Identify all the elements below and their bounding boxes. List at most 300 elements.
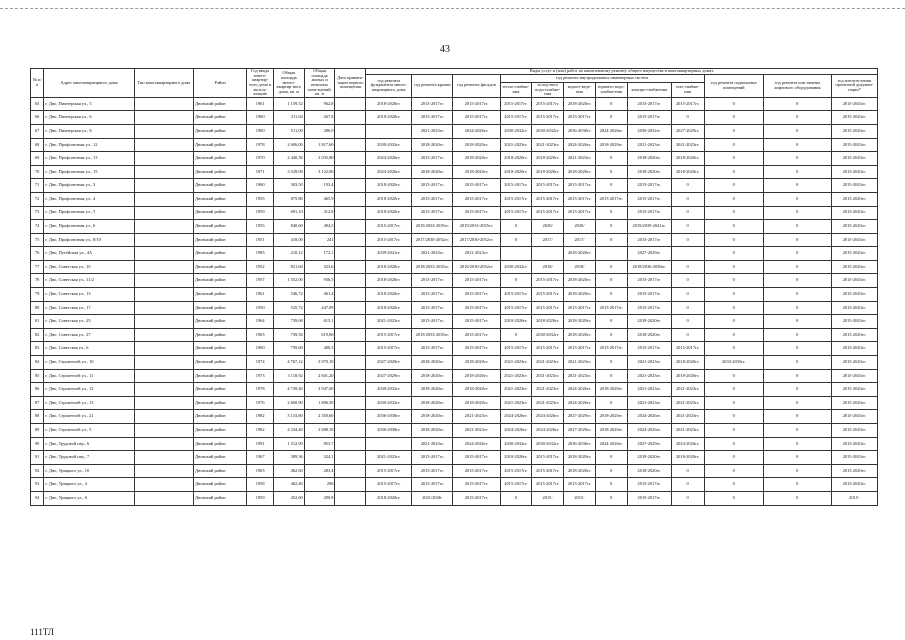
cell-residential-area: 2 688,10 (304, 424, 335, 438)
cell-heat-year: 0 (500, 491, 532, 505)
cell-hot-water-year: 2015-2017гг. (595, 342, 627, 356)
cell-gas-year: 0 (671, 274, 704, 288)
cell-year-built: 1963 (247, 328, 274, 342)
cell-foundation-year: 2018-2020гг. (366, 111, 412, 125)
cell-roof-year: 2018-2020гг. (412, 396, 453, 410)
cell-design-year: 2015-2043гг. (831, 451, 877, 465)
cell-row-number: 65 (31, 97, 44, 111)
cell-hot-water-year: 0 (595, 220, 627, 234)
cell-basement-year: 0 (704, 464, 763, 478)
cell-facade-year: 2024-2026гг. (453, 437, 500, 451)
cell-privatization-date (335, 464, 366, 478)
col-header-facade: год ремонта фасадов (453, 74, 500, 97)
col-header-design: год изготов-ления проектной докумен-тации* (831, 74, 877, 97)
top-dashed-rule (0, 8, 905, 9)
cell-elevator-year: 0 (763, 437, 831, 451)
cell-gas-year: 0 (671, 478, 704, 492)
cell-cold-water-year: 2015-2017гг. (532, 97, 564, 111)
cell-foundation-year: 2018-2020гг. (366, 179, 412, 193)
cell-house-type (134, 396, 193, 410)
cell-district: Дновский район (194, 451, 247, 465)
cell-address: г. Дно, Профсоюзная ул., 12 (44, 138, 134, 152)
cell-facade-year: 2021-2023гг. (453, 424, 500, 438)
cell-row-number: 94 (31, 491, 44, 505)
cell-residential-area: 1 806,50 (304, 396, 335, 410)
cell-basement-year: 0 (704, 274, 763, 288)
cell-facade-year: 2018-2020гг. (453, 152, 500, 166)
cell-design-year: 2015-2043гг. (831, 464, 877, 478)
cell-electric-year: 2015-2017гг. (627, 301, 671, 315)
cell-residential-area: 962,8 (304, 97, 335, 111)
cell-design-year: 2015-2043гг. (831, 315, 877, 329)
cell-row-number: 67 (31, 124, 44, 138)
cell-roof-year: 2018-2020гг. (412, 356, 453, 370)
cell-gas-year: 0 (671, 315, 704, 329)
table-row (31, 111, 878, 125)
cell-electric-year: 2018/2036-2038гг. (627, 260, 671, 274)
table-row (31, 342, 878, 356)
cell-address: г. Дно, Пионерская ул., 8 (44, 124, 134, 138)
cell-row-number: 81 (31, 315, 44, 329)
cell-electric-year: 2015-2017гг. (627, 111, 671, 125)
cell-district: Дновский район (194, 301, 247, 315)
cell-basement-year: 2033-2035гг. (704, 356, 763, 370)
cell-heat-year: 2015-2017гг. (500, 206, 532, 220)
cell-cold-water-year: 2030-2032гг. (532, 328, 564, 342)
cell-privatization-date (335, 220, 366, 234)
cell-foundation-year (366, 124, 412, 138)
cell-elevator-year: 0 (763, 424, 831, 438)
cell-house-type (134, 437, 193, 451)
cell-basement-year: 0 (704, 451, 763, 465)
cell-privatization-date (335, 124, 366, 138)
cell-district: Дновский район (194, 410, 247, 424)
cell-facade-year: 2019/2033-2035гг. (453, 220, 500, 234)
cell-residential-area: 853,7 (304, 437, 335, 451)
cell-heat-year: 2024-2026гг. (500, 424, 532, 438)
cell-district: Дновский район (194, 315, 247, 329)
cell-foundation-year: 2021-2023гг. (366, 315, 412, 329)
cell-electric-year: 2015-2017гг. (627, 206, 671, 220)
cell-house-type (134, 315, 193, 329)
cell-privatization-date (335, 478, 366, 492)
cell-cold-water-year: 2015-2017гг. (532, 179, 564, 193)
cell-electric-year: 2015-2017гг. (627, 274, 671, 288)
cell-residential-area: 465,9 (304, 192, 335, 206)
cell-elevator-year: 0 (763, 165, 831, 179)
cell-facade-year: 2015-2017гг. (453, 301, 500, 315)
cell-residential-area: 3 122,00 (304, 165, 335, 179)
cell-gas-year: 0 (671, 328, 704, 342)
table-row (31, 274, 878, 288)
cell-hot-water-year: 0 (595, 478, 627, 492)
col-group-works: Виды услуг и (или) работ по капитальному ремонту общего имущества в многоквартирных домах (366, 69, 878, 75)
cell-privatization-date (335, 274, 366, 288)
cell-year-built: 1973 (247, 369, 274, 383)
cell-district: Дновский район (194, 138, 247, 152)
cell-elevator-year: 0 (763, 369, 831, 383)
cell-row-number: 74 (31, 220, 44, 234)
cell-hot-water-year: 0 (595, 491, 627, 505)
cell-electric-year: 2021-2023гг. (627, 138, 671, 152)
cell-total-area: 759,60 (273, 342, 304, 356)
table-body (31, 97, 878, 505)
cell-heat-year: 2018-2020гг. (500, 451, 532, 465)
cell-elevator-year: 0 (763, 478, 831, 492)
cell-gas-year: 2018-2020гг. (671, 165, 704, 179)
col-header-drainage: водоот-веде-ния (564, 82, 596, 97)
cell-total-area: 4 334,40 (273, 424, 304, 438)
cell-hot-water-year: 2018-2020гг. (595, 383, 627, 397)
cell-roof-year: 2018-2020гг. (412, 165, 453, 179)
cell-cold-water-year: 2021-2023гг. (532, 396, 564, 410)
cell-house-type (134, 301, 193, 315)
cell-residential-area: 447,09 (304, 301, 335, 315)
cell-privatization-date (335, 451, 366, 465)
cell-foundation-year: 2018-2020гг. (366, 274, 412, 288)
table-row (31, 328, 878, 342)
cell-heat-year: 2021-2023гг. (500, 383, 532, 397)
cell-year-built: 1991 (247, 437, 274, 451)
col-header-basement: год ремонта подвальных помещений (704, 74, 763, 97)
cell-row-number: 73 (31, 206, 44, 220)
cell-elevator-year: 0 (763, 383, 831, 397)
cell-year-built: 1955 (247, 192, 274, 206)
cell-drainage-year: 2018/ (564, 260, 596, 274)
cell-gas-year: 0 (671, 192, 704, 206)
cell-year-built: 1970 (247, 152, 274, 166)
cell-facade-year: 2021-2023гг. (453, 247, 500, 261)
cell-district: Дновский район (194, 383, 247, 397)
cell-district: Дновский район (194, 328, 247, 342)
col-header-type: Тип многоквартирного дома (134, 69, 193, 98)
col-header-foundation: год ремонта фундамента много-квартирного дома (366, 74, 412, 97)
cell-year-built: 1967 (247, 451, 274, 465)
cell-house-type (134, 111, 193, 125)
cell-residential-area: 1 817,60 (304, 138, 335, 152)
cell-basement-year: 0 (704, 192, 763, 206)
cell-gas-year: 2021-2023гг. (671, 138, 704, 152)
cell-gas-year: 2024-2026гг. (671, 437, 704, 451)
cell-hot-water-year: 0 (595, 396, 627, 410)
col-header-hot-water: горячего водо-снабже-ния (595, 82, 627, 97)
cell-heat-year: 2024-2026гг. (500, 410, 532, 424)
cell-privatization-date (335, 301, 366, 315)
cell-roof-year: 2015-2017гг. (412, 464, 453, 478)
cell-house-type (134, 138, 193, 152)
cell-house-type (134, 233, 193, 247)
cell-row-number: 80 (31, 301, 44, 315)
cell-cold-water-year: 2017/ (532, 233, 564, 247)
cell-total-area: 1 552,00 (273, 274, 304, 288)
cell-elevator-year: 0 (763, 260, 831, 274)
cell-residential-area: 615,1 (304, 315, 335, 329)
cell-design-year: 2015-2043гг. (831, 410, 877, 424)
cell-heat-year: 2015-2017гг. (500, 478, 532, 492)
cell-total-area: 452,60 (273, 491, 304, 505)
cell-foundation-year: 2036-2038гг. (366, 424, 412, 438)
cell-house-type (134, 451, 193, 465)
cell-drainage-year: 2018-2020гг. (564, 451, 596, 465)
cell-electric-year: 2018-2020гг. (627, 328, 671, 342)
cell-electric-year: 2027-2029гг. (627, 247, 671, 261)
col-header-total-area: Общая площадь много-квартир-ного дома, кв. м (273, 69, 304, 98)
cell-foundation-year (366, 437, 412, 451)
cell-electric-year: 2021-2023гг. (627, 356, 671, 370)
cell-basement-year: 0 (704, 478, 763, 492)
cell-roof-year: 2015-2017гг. (412, 152, 453, 166)
table-row (31, 301, 878, 315)
cell-house-type (134, 260, 193, 274)
cell-year-built: 1978 (247, 383, 274, 397)
cell-privatization-date (335, 260, 366, 274)
cell-cold-water-year (532, 247, 564, 261)
cell-facade-year: 2015-2017гг. (453, 315, 500, 329)
cell-house-type (134, 478, 193, 492)
cell-drainage-year: 2015-2017гг. (564, 301, 596, 315)
cell-residential-area: 283,4 (304, 464, 335, 478)
cell-total-area: 840,60 (273, 220, 304, 234)
cell-hot-water-year: 0 (595, 233, 627, 247)
cell-elevator-year: 0 (763, 233, 831, 247)
cell-cold-water-year: 2018-2020гг. (532, 165, 564, 179)
cell-address: г. Дно, Урицкого ул., 10 (44, 464, 134, 478)
cell-privatization-date (335, 206, 366, 220)
cell-design-year: 2015-2043гг. (831, 152, 877, 166)
cell-foundation-year: 2036-2038гг. (366, 410, 412, 424)
cell-residential-area: 400,3 (304, 342, 335, 356)
cell-hot-water-year: 0 (595, 206, 627, 220)
cell-total-area: 1 512,90 (273, 437, 304, 451)
col-header-address: Адрес многоквартирного дома (44, 69, 134, 98)
cell-cold-water-year: 2015-2017гг. (532, 288, 564, 302)
cell-gas-year: 0 (671, 220, 704, 234)
cell-facade-year: 2015-2017гг. (453, 192, 500, 206)
cell-total-area: 4 739,40 (273, 383, 304, 397)
cell-electric-year: 2019/2039-2041гг. (627, 220, 671, 234)
cell-roof-year: 2019/2033-2035гг. (412, 220, 453, 234)
cell-district: Дновский район (194, 464, 247, 478)
cell-total-area: 3 118,92 (273, 369, 304, 383)
cell-foundation-year: 2015-2017гг. (366, 464, 412, 478)
cell-privatization-date (335, 152, 366, 166)
cell-foundation-year: 2015-2017гг. (366, 328, 412, 342)
cell-elevator-year: 0 (763, 220, 831, 234)
cell-total-area: 3 529,08 (273, 165, 304, 179)
cell-elevator-year: 0 (763, 491, 831, 505)
cell-heat-year: 2018-2020гг. (500, 315, 532, 329)
cell-address: г. Дно, Профсоюзная ул., 5 (44, 206, 134, 220)
cell-heat-year: 2021-2023гг. (500, 369, 532, 383)
cell-drainage-year: 2017/ (564, 233, 596, 247)
cell-design-year: 2015-2043гг. (831, 342, 877, 356)
cell-elevator-year: 0 (763, 247, 831, 261)
table-row (31, 233, 878, 247)
cell-year-built: 1960 (247, 179, 274, 193)
cell-drainage-year: 2021-2023гг. (564, 356, 596, 370)
cell-gas-year: 2018-2020гг. (671, 451, 704, 465)
cell-basement-year: 0 (704, 111, 763, 125)
cell-foundation-year: 2018-2020гг. (366, 491, 412, 505)
cell-hot-water-year: 0 (595, 260, 627, 274)
cell-privatization-date (335, 396, 366, 410)
cell-district: Дновский район (194, 478, 247, 492)
cell-district: Дновский район (194, 396, 247, 410)
table-row (31, 424, 878, 438)
cell-total-area: 525,72 (273, 301, 304, 315)
cell-basement-year: 0 (704, 301, 763, 315)
cell-design-year: 2015-2043гг. (831, 138, 877, 152)
cell-house-type (134, 328, 193, 342)
cell-district: Дновский район (194, 111, 247, 125)
cell-electric-year: 2015-2017гг. (627, 233, 671, 247)
cell-facade-year: 2018-2020гг. (453, 138, 500, 152)
cell-residential-area: 172,1 (304, 247, 335, 261)
cell-hot-water-year: 2018-2020гг. (595, 424, 627, 438)
cell-row-number: 76 (31, 247, 44, 261)
col-header-no: № п/п (31, 69, 44, 98)
table-row (31, 437, 878, 451)
cell-gas-year: 2027-2029гг. (671, 124, 704, 138)
cell-row-number: 66 (31, 111, 44, 125)
col-header-residential-area: Общая площадь жилых и нежилых поме-щений, кв. м (304, 69, 335, 98)
cell-hot-water-year: 0 (595, 274, 627, 288)
cell-district: Дновский район (194, 424, 247, 438)
cell-facade-year: 2018-2020гг. (453, 356, 500, 370)
cell-address: г. Дно, Пионерская ул., 6 (44, 111, 134, 125)
cell-design-year: 2015-2043гг. (831, 301, 877, 315)
cell-address: г. Дно, Советская ул., 27 (44, 328, 134, 342)
cell-roof-year: 2018-2020гг. (412, 369, 453, 383)
cell-elevator-year: 0 (763, 396, 831, 410)
cell-basement-year: 0 (704, 410, 763, 424)
cell-drainage-year: 2015-2017гг. (564, 478, 596, 492)
cell-electric-year: 2024-2026гг. (627, 424, 671, 438)
cell-roof-year: 2015-2017гг. (412, 315, 453, 329)
cell-drainage-year: 2015-2017гг. (564, 206, 596, 220)
cell-gas-year: 0 (671, 288, 704, 302)
cell-heat-year: 2030-2032гг. (500, 124, 532, 138)
cell-design-year: 2015-2043гг. (831, 97, 877, 111)
cell-electric-year: 2021-2023гг. (627, 396, 671, 410)
cell-electric-year: 2021-2023гг. (627, 369, 671, 383)
cell-cold-water-year: 2024-2026гг. (532, 410, 564, 424)
cell-address: г. Дно, Профсоюзная ул., 13 (44, 152, 134, 166)
cell-heat-year: 0 (500, 328, 532, 342)
table-row (31, 97, 878, 111)
cell-cold-water-year: 2015-2017гг. (532, 274, 564, 288)
cell-elevator-year: 0 (763, 152, 831, 166)
cell-house-type (134, 356, 193, 370)
cell-foundation-year: 2030-2032гг. (366, 383, 412, 397)
cell-year-built: 1982 (247, 424, 274, 438)
cell-house-type (134, 491, 193, 505)
cell-drainage-year: 2015-2017гг. (564, 111, 596, 125)
cell-electric-year: 2018-2020гг. (627, 451, 671, 465)
cell-year-built: 1963 (247, 464, 274, 478)
cell-address: г. Дно, Профсоюзная ул., 8/10 (44, 233, 134, 247)
cell-heat-year: 2015-2017гг. (500, 111, 532, 125)
cell-foundation-year: 2015-2017гг. (366, 478, 412, 492)
cell-foundation-year: 2018-2020гг. (366, 206, 412, 220)
cell-year-built: 1971 (247, 165, 274, 179)
cell-district: Дновский район (194, 437, 247, 451)
cell-district: Дновский район (194, 192, 247, 206)
cell-heat-year: 2018-2020гг. (500, 152, 532, 166)
cell-house-type (134, 342, 193, 356)
cell-gas-year: 0 (671, 206, 704, 220)
cell-row-number: 91 (31, 451, 44, 465)
cell-facade-year: 2017/2030-2032гг. (453, 233, 500, 247)
table-row (31, 396, 878, 410)
cell-elevator-year: 0 (763, 179, 831, 193)
cell-row-number: 79 (31, 288, 44, 302)
table-row (31, 356, 878, 370)
cell-roof-year: 2018-2020гг. (412, 410, 453, 424)
cell-elevator-year: 0 (763, 410, 831, 424)
cell-gas-year: 0 (671, 179, 704, 193)
cell-residential-area: 241 (304, 233, 335, 247)
cell-house-type (134, 220, 193, 234)
cell-facade-year: 2021-2023гг. (453, 410, 500, 424)
cell-hot-water-year: 0 (595, 315, 627, 329)
cell-gas-year (671, 247, 704, 261)
cell-cold-water-year: 2021-2023гг. (532, 383, 564, 397)
cell-design-year: 2015-2043гг. (831, 424, 877, 438)
cell-heat-year: 2021-2023гг. (500, 356, 532, 370)
cell-address: г. Дно, Профсоюзная ул., 4 (44, 192, 134, 206)
cell-heat-year: 2015-2017гг. (500, 301, 532, 315)
cell-foundation-year: 2018-2020гг. (366, 260, 412, 274)
cell-district: Дновский район (194, 97, 247, 111)
cell-foundation-year: 2015-2017гг. (366, 220, 412, 234)
table-row (31, 206, 878, 220)
cell-facade-year: 2015-2017гг. (453, 478, 500, 492)
cell-basement-year: 0 (704, 383, 763, 397)
cell-electric-year: 2015-2017гг. (627, 288, 671, 302)
cell-privatization-date (335, 356, 366, 370)
cell-year-built: 1982 (247, 410, 274, 424)
cell-roof-year: 2015-2017гг. (412, 192, 453, 206)
cell-electric-year: 2015-2017гг. (627, 342, 671, 356)
cell-gas-year: 0 (671, 301, 704, 315)
cell-row-number: 85 (31, 369, 44, 383)
cell-roof-year: 2021-2023гг. (412, 437, 453, 451)
cell-district: Дновский район (194, 491, 247, 505)
col-header-district: Район (194, 69, 247, 98)
cell-year-built: 1961 (247, 288, 274, 302)
cell-basement-year: 0 (704, 247, 763, 261)
cell-total-area: 462,40 (273, 478, 304, 492)
cell-drainage-year: 2015- (564, 491, 596, 505)
cell-roof-year: 2021-2023гг. (412, 247, 453, 261)
cell-electric-year: 2018-2020гг. (627, 315, 671, 329)
cell-address: г. Дно, Трудовой пер., 7 (44, 451, 134, 465)
cell-address: г. Дно, Советская ул., 17 (44, 301, 134, 315)
repair-schedule-table (30, 68, 878, 506)
cell-foundation-year: 2018-2020гг. (366, 301, 412, 315)
cell-roof-year: 2015-2017гг. (412, 97, 453, 111)
cell-privatization-date (335, 410, 366, 424)
cell-hot-water-year: 0 (595, 451, 627, 465)
cell-total-area: 875,80 (273, 192, 304, 206)
cell-house-type (134, 274, 193, 288)
cell-house-type (134, 247, 193, 261)
cell-hot-water-year: 2015-2017гг. (595, 301, 627, 315)
cell-roof-year: 2021-2023гг. (412, 124, 453, 138)
cell-electric-year: 2015-2017гг. (627, 491, 671, 505)
cell-roof-year: 2015-2017гг. (412, 342, 453, 356)
